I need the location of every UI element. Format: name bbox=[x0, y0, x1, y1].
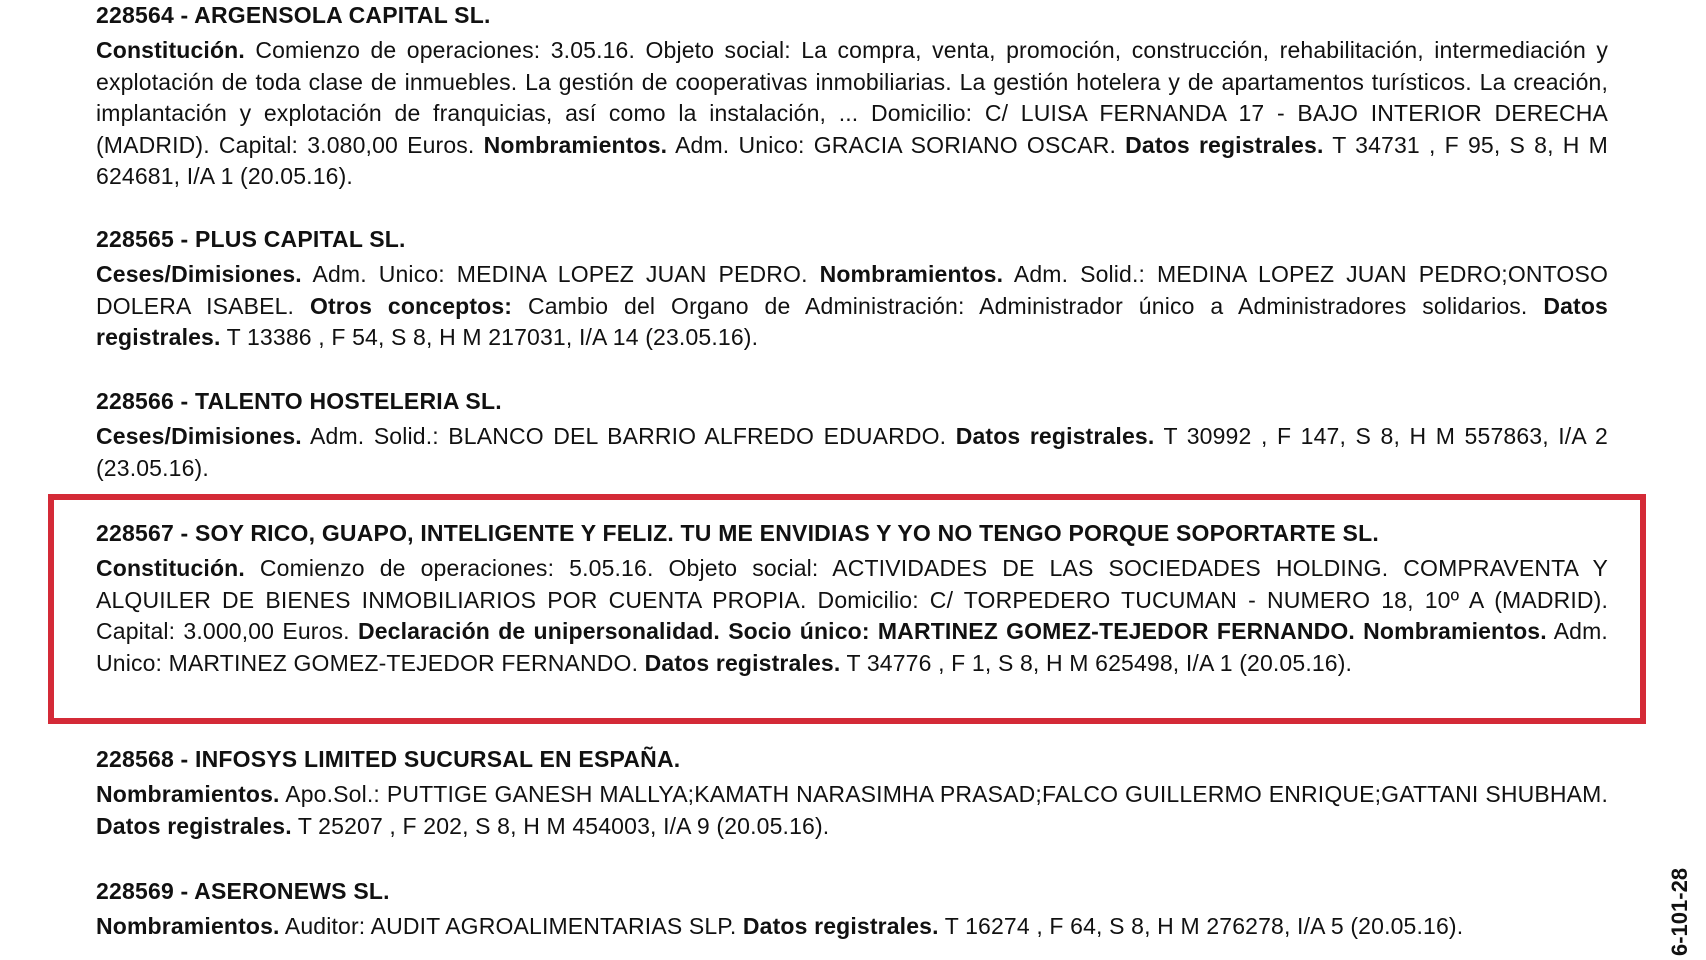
field-text: Comienzo de operaciones: 5.05.16. Objeto social: ACTIVIDADES DE LAS SOCIEDADES HOLDING. COMPRAVENTA Y ALQUILER DE BIENES INMOBILIARIOS POR CUENTA PROPIA. Domicilio: C/ TORPEDERO TUCUMAN - NUMERO 18, 10º A (MADRID). Capital: 3.000,00 Euros. bbox=[96, 555, 1608, 644]
registry-entry bbox=[96, 876, 1608, 943]
entry-title: 228566 - TALENTO HOSTELERIA SL. bbox=[96, 388, 502, 414]
entry-body bbox=[96, 35, 1608, 193]
field-label: Datos registrales. bbox=[955, 423, 1155, 449]
field-label: Datos registrales. bbox=[96, 292, 1608, 350]
field-label: Declaración de unipersonalidad. Socio único: MARTINEZ GOMEZ-TEJEDOR FERNANDO. Nombramientos. bbox=[357, 618, 1547, 644]
margin-reference-code: 6-101-28 bbox=[1667, 867, 1692, 956]
entry-body bbox=[96, 421, 1608, 484]
entry-title: 228564 - ARGENSOLA CAPITAL SL. bbox=[96, 2, 491, 28]
field-text: T 13386 , F 54, S 8, H M 217031, I/A 14 (23.05.16). bbox=[220, 324, 759, 350]
entry-title: 228565 - PLUS CAPITAL SL. bbox=[96, 226, 406, 252]
field-text: T 25207 , F 202, S 8, H M 454003, I/A 9 (20.05.16). bbox=[291, 812, 830, 839]
field-label: Nombramientos. bbox=[96, 913, 280, 939]
field-text: T 30992 , F 147, S 8, H M 557863, I/A 2 (23.05.16). bbox=[96, 423, 1608, 481]
field-text: T 34776 , F 1, S 8, H M 625498, I/A 1 (20.05.16). bbox=[840, 649, 1353, 676]
field-label: Ceses/Dimisiones. bbox=[96, 423, 302, 449]
registry-entry bbox=[96, 744, 1608, 842]
field-label: Nombramientos. bbox=[819, 261, 1004, 287]
registry-entry-highlighted bbox=[96, 518, 1608, 679]
registry-entry bbox=[96, 224, 1608, 354]
field-label: Ceses/Dimisiones. bbox=[96, 261, 302, 287]
entry-body bbox=[96, 911, 1608, 943]
registry-entry bbox=[96, 386, 1608, 484]
entry-title: 228569 - ASERONEWS SL. bbox=[96, 878, 390, 904]
entry-body bbox=[96, 553, 1608, 679]
field-text: Adm. Solid.: MEDINA LOPEZ JUAN PEDRO;ONTOSO DOLERA ISABEL. bbox=[96, 261, 1608, 319]
field-text: T 34731 , F 95, S 8, H M 624681, I/A 1 (20.05.16). bbox=[96, 131, 1608, 189]
field-text: Comienzo de operaciones: 3.05.16. Objeto social: La compra, venta, promoción, construcción, rehabilitación, intermediación y explotación de toda clase de inmuebles. La gestión de cooperativas inmobiliarias. La gestión hotelera y de apartamentos turísticos. La creación, implantación y explotación de franquicias, así como la instalación, ... Domicilio: C/ LUISA FERNANDA 17 - BAJO INTERIOR DERECHA (MADRID). Capital: 3.080,00 Euros. bbox=[96, 37, 1608, 158]
field-text: Adm. Unico: GRACIA SORIANO OSCAR. bbox=[667, 131, 1126, 158]
field-text: Adm. Solid.: BLANCO DEL BARRIO ALFREDO EDUARDO. bbox=[301, 423, 956, 449]
field-label: Datos registrales. bbox=[742, 913, 939, 939]
registry-entry bbox=[96, 0, 1608, 193]
field-text: Cambio del Organo de Administración: Administrador único a Administradores solidarios. bbox=[512, 292, 1544, 319]
entry-title: 228568 - INFOSYS LIMITED SUCURSAL EN ESPAÑA. bbox=[96, 746, 681, 772]
entry-body bbox=[96, 259, 1608, 354]
field-text: Auditor: AUDIT AGROALIMENTARIAS SLP. bbox=[279, 913, 743, 939]
field-label: Datos registrales. bbox=[1125, 131, 1324, 158]
field-label: Constitución. bbox=[96, 37, 245, 63]
field-text: Adm. Unico: MARTINEZ GOMEZ-TEJEDOR FERNANDO. bbox=[96, 618, 1608, 676]
field-label: Datos registrales. bbox=[644, 649, 841, 676]
field-label: Nombramientos. bbox=[483, 131, 668, 158]
field-label: Otros conceptos: bbox=[309, 292, 513, 319]
field-text: Apo.Sol.: PUTTIGE GANESH MALLYA;KAMATH NARASIMHA PRASAD;FALCO GUILLERMO ENRIQUE;GATTANI SHUBHAM. bbox=[279, 781, 1608, 807]
entry-body bbox=[96, 779, 1608, 842]
field-label: Datos registrales. bbox=[96, 812, 292, 839]
field-text: T 16274 , F 64, S 8, H M 276278, I/A 5 (20.05.16). bbox=[938, 913, 1464, 939]
entry-title: 228567 - SOY RICO, GUAPO, INTELIGENTE Y FELIZ. TU ME ENVIDIAS Y YO NO TENGO PORQUE SOPORTARTE SL. bbox=[96, 520, 1379, 546]
field-text: Adm. Unico: MEDINA LOPEZ JUAN PEDRO. bbox=[301, 261, 820, 287]
field-label: Constitución. bbox=[96, 555, 245, 581]
field-label: Nombramientos. bbox=[96, 781, 280, 807]
